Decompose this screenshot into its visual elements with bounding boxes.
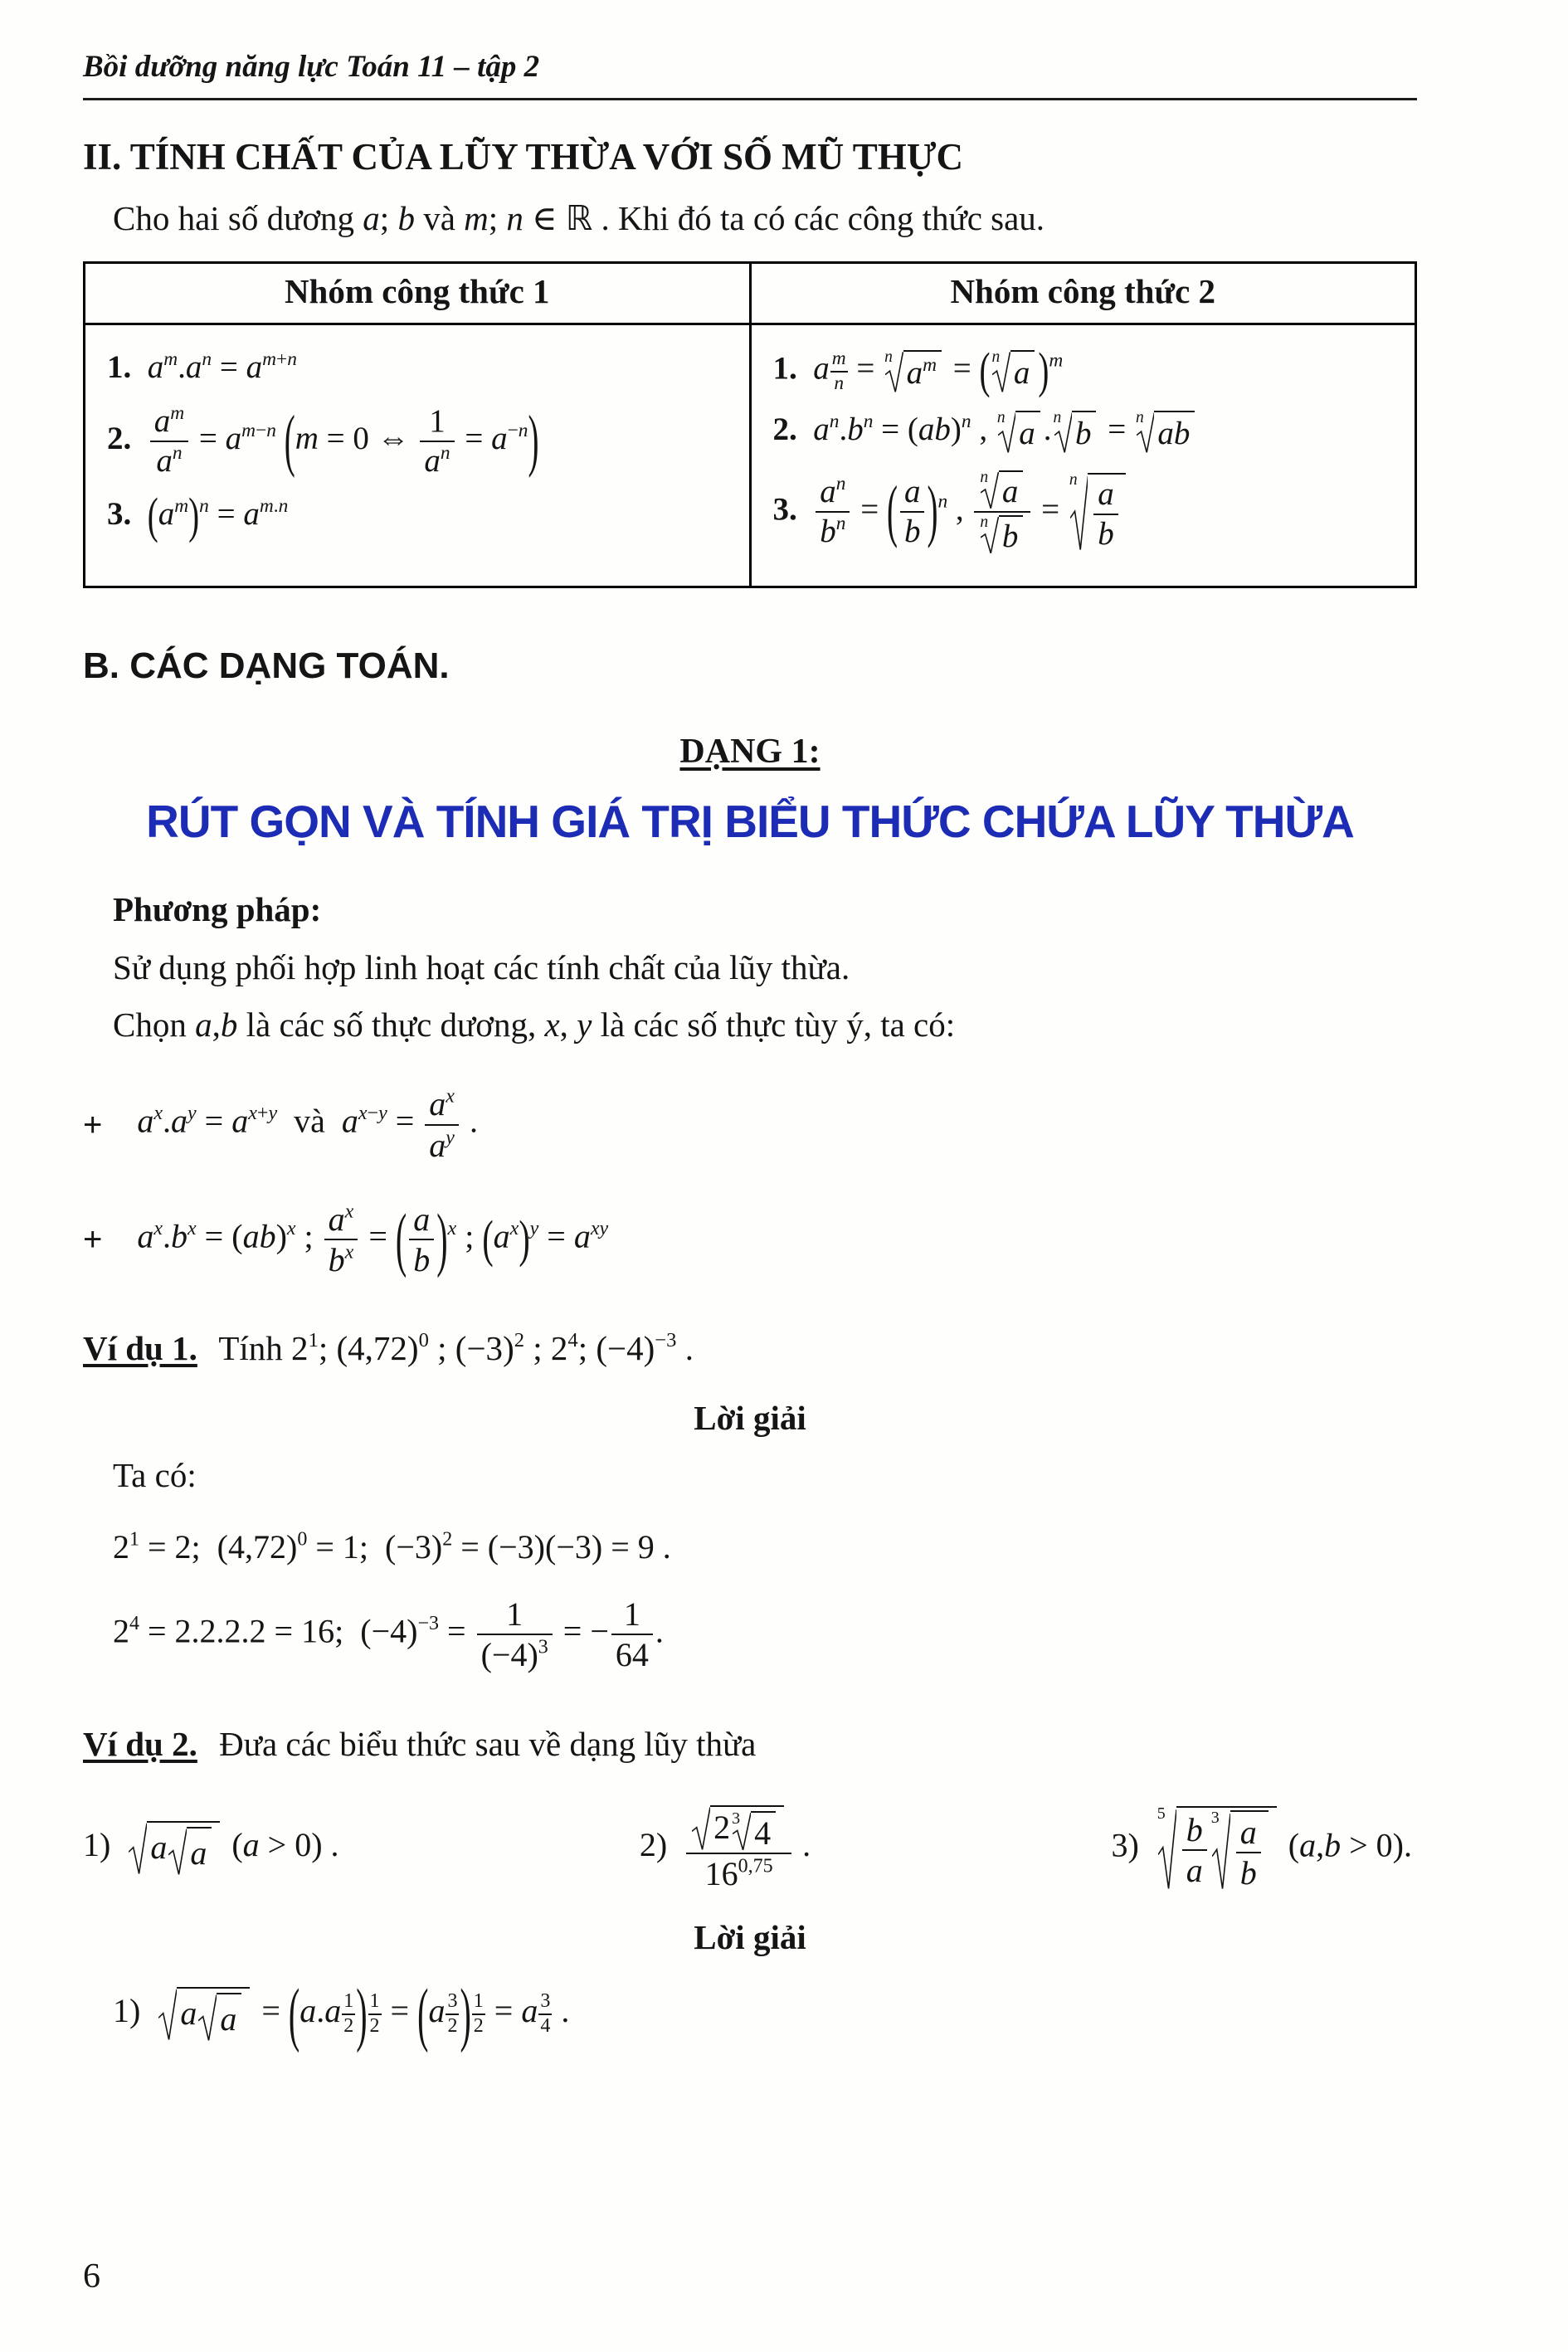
bullet-formula-1 — [83, 1086, 1417, 1162]
radical-sign: n a — [991, 350, 1035, 393]
running-header: Bồi dưỡng năng lực Toán 11 – tập 2 — [83, 46, 1417, 100]
solution-heading-2: Lời giải — [694, 1918, 806, 1957]
section-b-title: B. CÁC DẠNG TOÁN. — [83, 645, 450, 687]
example2-label: Ví dụ 2. — [83, 1724, 197, 1763]
formula-2-3: 3. $\frac{a^n}{b^n}$ = ( $\frac{a}{b}$ )$^n$ , n a n b = n $\frac{a}{b}$ — [773, 470, 1399, 554]
solution-heading-1: Lời giải — [694, 1398, 806, 1437]
radical-sign: n $a^m$ — [884, 350, 942, 393]
formula-table-header-2: Nhóm công thức 2 — [750, 263, 1416, 324]
example1-statement: Tính $2^1$; $(4,72)^0$ ; $(-3)^2$ ; $2^4$; $(-4)^{-3}$ . — [218, 1329, 694, 1368]
formula-1-2: 2. $\frac{a^m}{a^n}$ = $a^{m-n}$ (m = 0 ⇔ $\frac{1}{a^n}$ = $a^{-n}$) — [107, 402, 539, 480]
bullet-formula-2 — [83, 1198, 1417, 1279]
formula-1-3: 3. $(a^m)^n = a^{m.n}$ — [107, 489, 289, 544]
formula-group-1 — [85, 324, 751, 587]
formula-2-1: 1. a $^{\frac{m}{n}}$ = n $a^m$ = ( n a )$^m$ — [772, 343, 1064, 399]
example1-heading — [83, 1326, 1417, 1371]
section-title: II. TÍNH CHẤT CỦA LŨY THỪA VỚI SỐ MŨ THỰC — [83, 135, 964, 178]
radical-sign: a — [198, 1993, 241, 2042]
radical-sign: n a — [980, 470, 1023, 509]
formula-2-2: 2. $a^n.b^n = (ab)^n$ , n a . n b = n ab — [773, 411, 1399, 454]
example1-solution-intro: Ta có: — [113, 1455, 197, 1494]
example2-solution-1: 1) a a = (a.a $^{\frac{1}{2}}$ ) $^{\frac{1}{2}}$ = (a $^{\frac{3}{2}}$ ) $^{\frac{1}{2}}$ = a $^{\frac{3}{4}}$ . — [113, 1973, 570, 2054]
radical-sign: a — [168, 1827, 212, 1876]
dang1-title: RÚT GỌN VÀ TÍNH GIÁ TRỊ BIỂU THỨC CHỨA LŨY THỪA — [146, 796, 1354, 848]
bullet-formula-1-math: $a^x.a^y = a^{x+y}$ và $a^{x-y}$ = $\frac{a^x}{a^y}$ . — [137, 1085, 478, 1164]
radical-sign: 3 $\frac{a}{b}$ — [1211, 1810, 1269, 1891]
example2-item-1: 1) a a (a > 0) . — [83, 1821, 339, 1875]
radical-sign: 2 3 4 — [692, 1805, 784, 1851]
example2-statement: Đưa các biểu thức sau về dạng lũy thừa — [219, 1724, 757, 1763]
radical-sign: n $\frac{a}{b}$ — [1069, 473, 1126, 552]
radical-sign: a a — [158, 1987, 250, 2041]
radical-sign: n b — [1054, 411, 1097, 454]
dang1-label: DẠNG 1: — [679, 733, 821, 772]
example2-item-2: 2) 2 3 4 16$^{0,75}$ . — [640, 1805, 811, 1892]
radical-sign: 3 4 — [732, 1811, 776, 1851]
example1-equation-2: $2^4 = 2.2.2.2 = 16$; $(-4)^{-3}$ = $\frac{1}{(-4)^3}$ = − $\frac{1}{64}$ . — [113, 1595, 664, 1674]
radical-sign: 5 $\frac{b}{a}$ 3 $\frac{a}{b}$ — [1157, 1806, 1277, 1891]
radical-sign: n a — [997, 411, 1040, 454]
plus-marker-1: + — [83, 1106, 103, 1143]
example2-items — [83, 1805, 1417, 1892]
page-number: 6 — [83, 2257, 100, 2296]
formula-1-1: 1. $a^m.a^n = a^{m+n}$ — [107, 348, 297, 386]
method-line-2: Chọn a,b là các số thực dương, x, y là các số thực tùy ý, ta có: — [113, 1006, 956, 1045]
formula-group-2 — [750, 324, 1416, 587]
example1-equation-1: $2^1 = 2$; $(4,72)^0 = 1$; $(-3)^2 = (-3)(-3) = 9$ . — [113, 1528, 671, 1566]
formula-table-header-1: Nhóm công thức 1 — [85, 263, 751, 324]
example2-heading — [83, 1721, 1417, 1767]
example1-label: Ví dụ 1. — [83, 1329, 197, 1368]
intro-paragraph: Cho hai số dương a; b và m; n ∈ ℝ . Khi đó ta có các công thức sau. — [113, 197, 1045, 238]
formula-table — [83, 261, 1417, 588]
method-label: Phương pháp: — [113, 890, 322, 929]
method-line-1: Sử dụng phối hợp linh hoạt các tính chất của lũy thừa. — [113, 947, 850, 986]
radical-sign: a a — [129, 1821, 220, 1875]
plus-marker-2: + — [83, 1221, 103, 1258]
radical-sign: n ab — [1136, 411, 1195, 454]
radical-sign: n b — [980, 515, 1023, 554]
example2-item-3: 3) 5 $\frac{b}{a}$ 3 $\frac{a}{b}$ (a,b > 0). — [1111, 1804, 1412, 1892]
bullet-formula-2-math: $a^x.b^x = (ab)^x$ ; $\frac{a^x}{b^x}$ = ( $\frac{a}{b}$ )$^x$ ; $(a^x)^y = a^{xy}$ — [137, 1198, 609, 1279]
